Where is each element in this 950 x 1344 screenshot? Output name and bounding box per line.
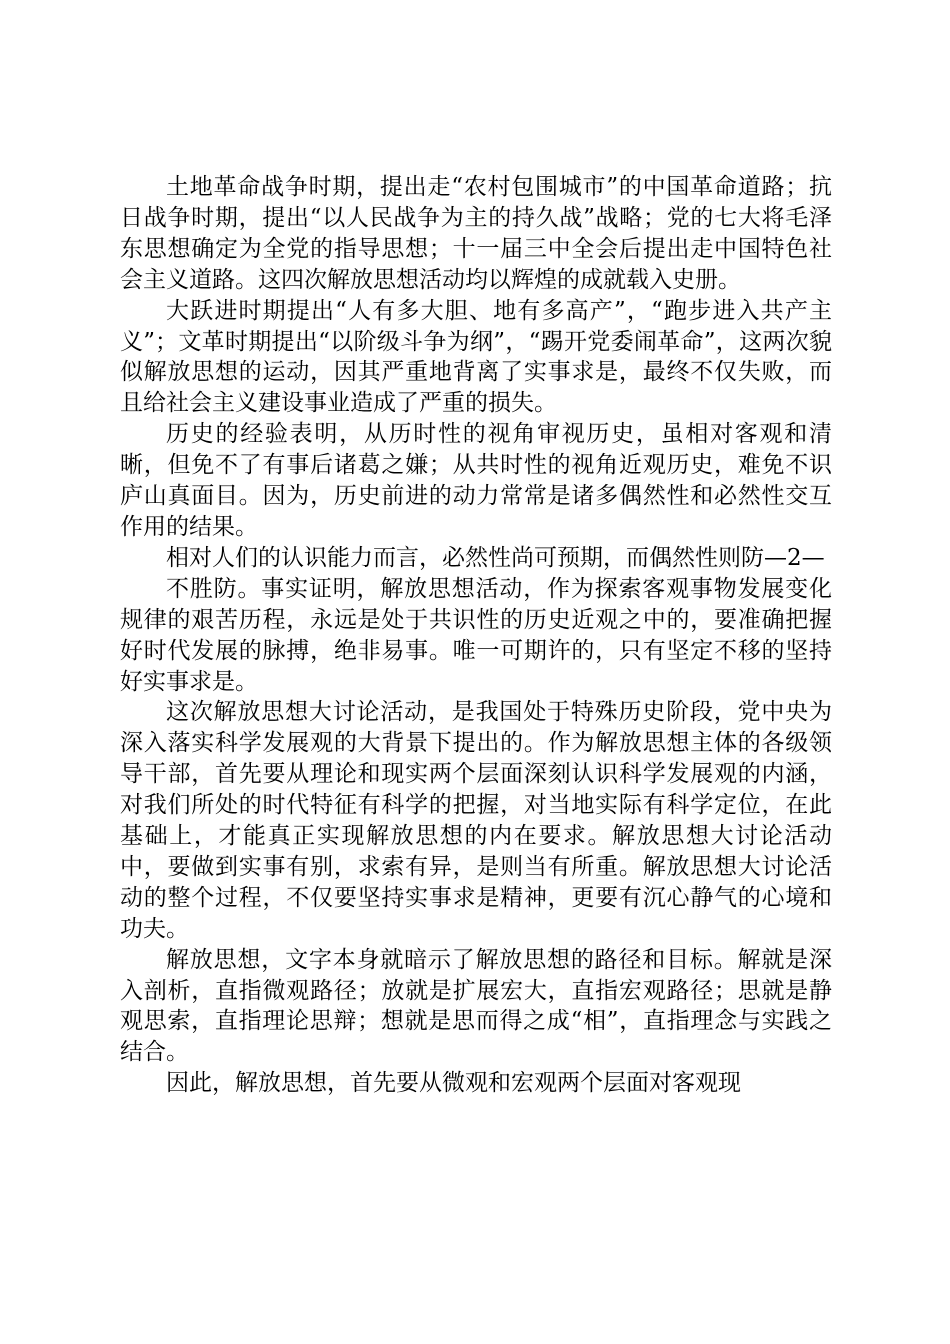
paragraph-great-leap: 大跃进时期提出“人有多大胆、地有多高产”，“跑步进入共产主义”；文革时期提出“以阶级斗争为纲”，“踢开党委闹革命”，这两次貌似解放思想的运动，因其严重地背离了实事求是，最终不仅失败，而且给社会主义建设事业造成了严重的损失。 <box>120 297 832 417</box>
document-body <box>120 172 832 1099</box>
paragraph-liberate-thought-meaning: 解放思想，文字本身就暗示了解放思想的路径和目标。解就是深入剖析，直指微观路径；放就是扩展宏大，直指宏观路径；思就是静观思索，直指理论思辩；想就是思而得之成“相”，直指理念与实践之结合。 <box>120 946 832 1066</box>
paragraph-facts-prove: 不胜防。事实证明，解放思想活动，作为探索客观事物发展变化规律的艰苦历程，永远是处于共识性的历史近观之中的，要准确把握好时代发展的脉搏，绝非易事。唯一可期许的，只有坚定不移的坚持好实事求是。 <box>120 575 832 695</box>
paragraph-history-lessons: 历史的经验表明，从历时性的视角审视历史，虽相对客观和清晰，但免不了有事后诸葛之嫌；从共时性的视角近观历史，难免不识庐山真面目。因为，历史前进的动力常常是诸多偶然性和必然性交互作用的结果。 <box>120 421 832 540</box>
paragraph-therefore: 因此，解放思想，首先要从微观和宏观两个层面对客观现 <box>166 1070 741 1097</box>
paragraph-cognition-with-page-number: 相对人们的认识能力而言，必然性尚可预期，而偶然性则防—2— <box>166 544 825 571</box>
paragraph-discussion-activity: 这次解放思想大讨论活动，是我国处于特殊历史阶段，党中央为深入落实科学发展观的大背景下提出的。作为解放思想主体的各级领导干部，首先要从理论和现实两个层面深刻认识科学发展观的内涵，对我们所处的时代特征有科学的把握，对当地实际有科学定位，在此基础上，才能真正实现解放思想的内在要求。解放思想大讨论活动中，要做到实事有别，求索有异，是则当有所重。解放思想大讨论活动的整个过程，不仅要坚持实事求是精神，更要有沉心静气的心境和功夫。 <box>120 699 832 942</box>
paragraph-land-revolution: 土地革命战争时期，提出走“农村包围城市”的中国革命道路；抗日战争时期，提出“以人民战争为主的持久战”战略；党的七大将毛泽东思想确定为全党的指导思想；十一届三中全会后提出走中国特色社会主义道路。这四次解放思想活动均以辉煌的成就载入史册。 <box>120 174 832 293</box>
